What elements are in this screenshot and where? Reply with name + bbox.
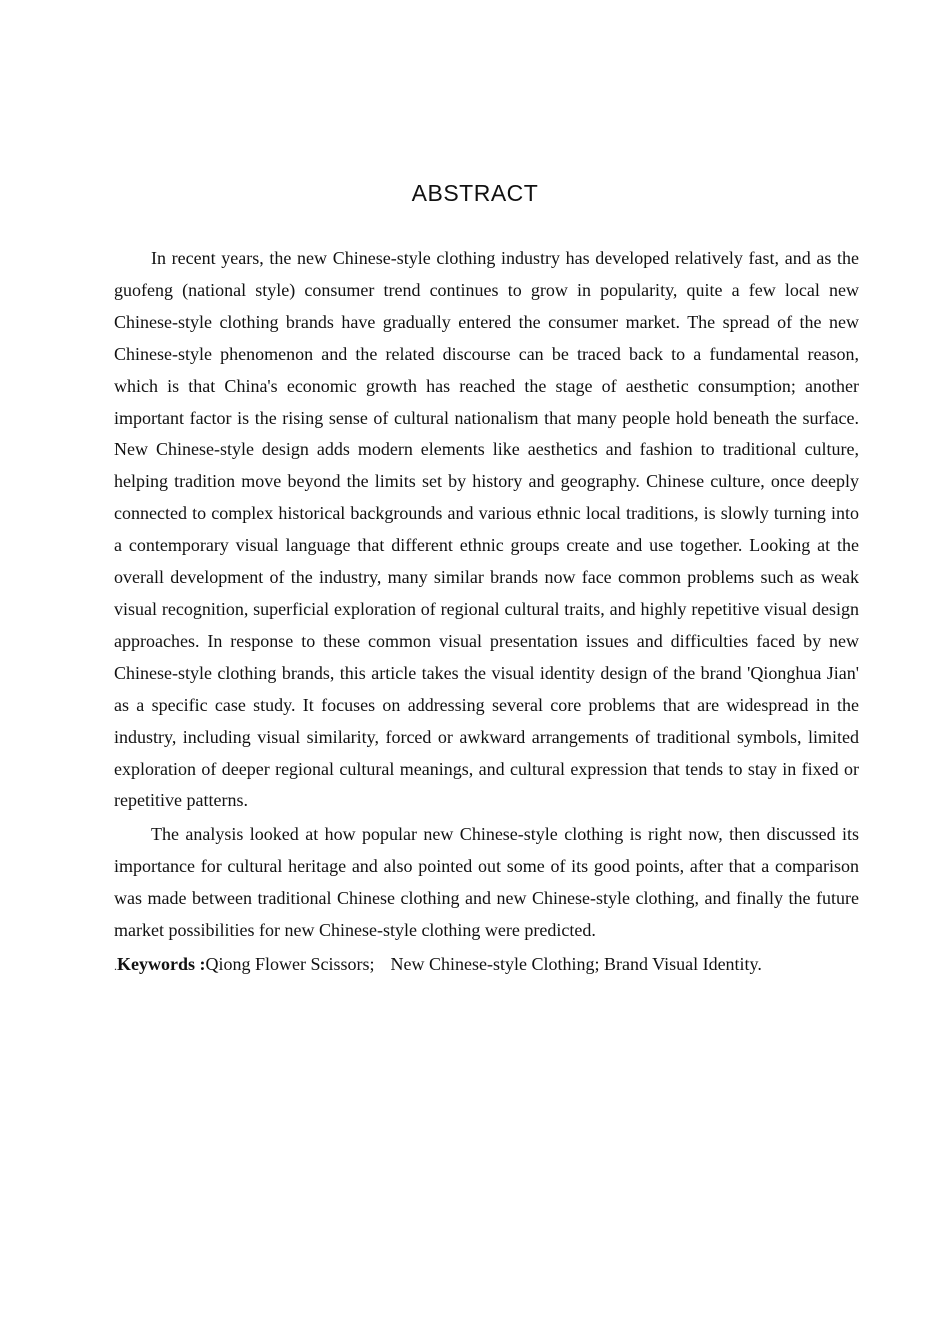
keywords-prefix: .: [114, 958, 117, 973]
keywords-line: [114, 949, 859, 983]
keyword-item-2: New Chinese-style Clothing; Brand Visual Identity.: [390, 953, 762, 974]
keywords-label: Keywords :: [117, 953, 206, 974]
abstract-paragraph-2: The analysis looked at how popular new Chinese-style clothing is right now, then discussed its importance for cultural heritage and also pointed out some of its good points, after that a comparison was made between traditional Chinese clothing and new Chinese-style clothing, and finally the future market possibilities for new Chinese-style clothing were predicted.: [114, 824, 859, 941]
keyword-item-1: Qiong Flower Scissors;: [205, 953, 375, 974]
page-title: ABSTRACT: [411, 180, 539, 206]
abstract-body: [114, 243, 859, 983]
abstract-paragraph-1: In recent years, the new Chinese-style clothing industry has developed relatively fast, and as the guofeng (national style) consumer trend continues to grow in popularity, quite a few local new Chinese-style clothing brands have gradually entered the consumer market. The spread of the new Chinese-style phenomenon and the related discourse can be traced back to a fundamental reason, which is that China's economic growth has reached the stage of aesthetic consumption; another important factor is the rising sense of cultural nationalism that many people hold beneath the surface. New Chinese-style design adds modern elements like aesthetics and fashion to traditional culture, helping tradition move beyond the limits set by history and geography. Chinese culture, once deeply connected to complex historical backgrounds and various ethnic local traditions, is slowly turning into a contemporary visual language that different ethnic groups create and use together. Looking at the overall development of the industry, many similar brands now face common problems such as weak visual recognition, superficial exploration of regional cultural traits, and highly repetitive visual design approaches. In response to these common visual presentation issues and difficulties faced by new Chinese-style clothing brands, this article takes the visual identity design of the brand 'Qionghua Jian' as a specific case study. It focuses on addressing several core problems that are widespread in the industry, including visual similarity, forced or awkward arrangements of traditional symbols, limited exploration of deeper regional cultural meanings, and cultural expression that tends to stay in fixed or repetitive patterns.: [114, 248, 859, 811]
